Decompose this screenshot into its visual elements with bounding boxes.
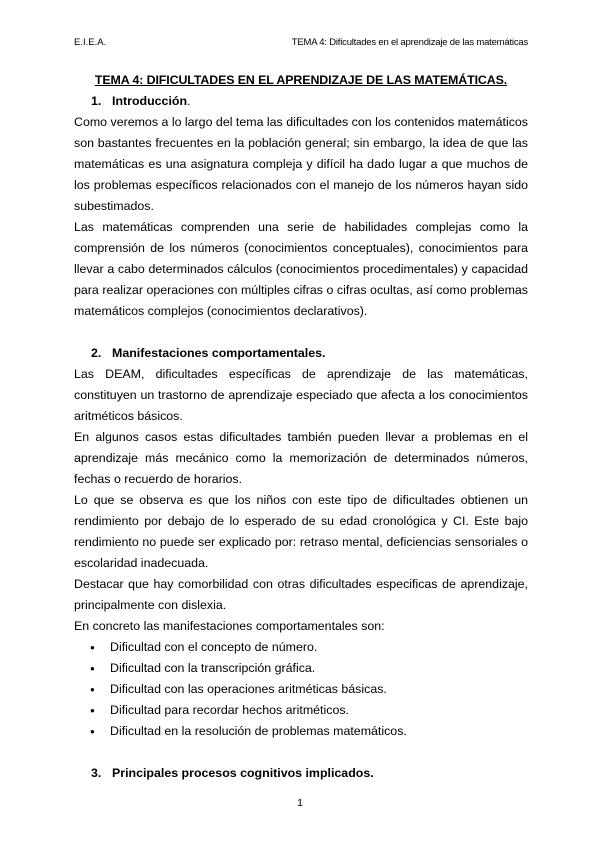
- section-1-title: Introducción: [112, 94, 188, 108]
- section-1-heading: [74, 91, 528, 112]
- list-item: ● Dificultad con las operaciones aritméticas básicas.: [74, 679, 528, 700]
- section-1-number: 1.: [91, 94, 102, 108]
- list-item: ● Dificultad para recordar hechos aritméticos.: [74, 700, 528, 721]
- page-number: 1: [297, 797, 303, 809]
- paragraph: Destacar que hay comorbilidad con otras dificultades especificas de aprendizaje, principalmente con dislexia.: [74, 577, 528, 612]
- paragraph: Las matemáticas comprenden una serie de habilidades complejas como la comprensión de los números (conocimientos conceptuales), conocimientos para llevar a cabo determinados cálculos (conocimientos procedimentales) y capacidad para realizar operaciones con múltiples cifras o cifras ocultas, así como problemas matemáticos complejos (conocimientos declarativos).: [74, 220, 528, 318]
- manifestations-list: [74, 637, 528, 742]
- list-item: ● Dificultad con el concepto de número.: [74, 637, 528, 658]
- section-3-title: Principales procesos cognitivos implicados.: [112, 766, 374, 780]
- paragraph: Lo que se observa es que los niños con este tipo de dificultades obtienen un rendimiento por debajo de lo esperado de su edad cronológica y CI. Este bajo rendimiento no puede ser explicado por: retraso mental, deficiencias sensoriales o escolaridad inadecuada.: [74, 493, 528, 570]
- list-item: ● Dificultad con la transcripción gráfica.: [74, 658, 528, 679]
- section-3-heading: [74, 763, 528, 784]
- section-2-number: 2.: [91, 346, 102, 360]
- paragraph: En concreto las manifestaciones comportamentales son:: [74, 619, 385, 633]
- section-2-title: Manifestaciones comportamentales.: [112, 346, 326, 360]
- paragraph: En algunos casos estas dificultades también pueden llevar a problemas en el aprendizaje más mecánico como la memorización de determinados números, fechas o recuerdo de horarios.: [74, 430, 528, 486]
- document-title: TEMA 4: DIFICULTADES EN EL APRENDIZAJE DE LAS MATEMÁTICAS.: [94, 73, 508, 87]
- spacer: [74, 742, 528, 763]
- list-item: ● Dificultad en la resolución de problemas matemáticos.: [74, 721, 528, 742]
- section-1-title-suffix: .: [187, 94, 191, 108]
- header-right: TEMA 4: Dificultades en el aprendizaje de las matemáticas: [291, 37, 528, 48]
- header-left: E.I.E.A.: [74, 37, 107, 48]
- page-content: [74, 70, 528, 784]
- paragraph: Como veremos a lo largo del tema las dificultades con los contenidos matemáticos son bastantes frecuentes en la población general; sin embargo, la idea de que las matemáticas es una asignatura compleja y difícil ha dado lugar a que muchos de los problemas específicos relacionados con el manejo de los números hayan sido subestimados.: [74, 115, 528, 213]
- spacer: [74, 322, 528, 343]
- paragraph: Las DEAM, dificultades específicas de aprendizaje de las matemáticas, constituyen un trastorno de aprendizaje especiado que afecta a los conocimientos aritméticos básicos.: [74, 367, 528, 423]
- section-2-heading: [74, 343, 528, 364]
- section-3-number: 3.: [91, 766, 102, 780]
